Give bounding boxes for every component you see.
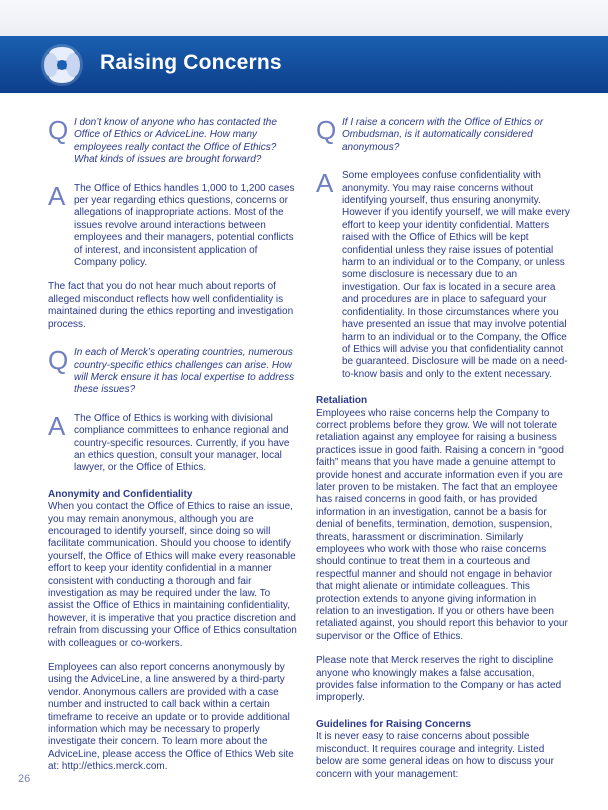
question-marker: Q [316, 115, 337, 145]
answer-block-2 [48, 410, 298, 475]
answer-text: Some employees confuse confidentiality with anonymity. You may raise concerns without identifying yourself, thus ensuring anonymity. However if you identify yourself, we will make every effort to keep your identity confidential. Matters raised with the Office of Ethics will be kept confidential unless they raise issues of potential harm to an individual or to the Company, or unless some disclosure is necessary due to an investigation. Our fax is located in a secure area and procedures are in place to safeguard your confidentiality. In those circumstances where you have presented an issue that may involve potential harm to an individual or to the Company, the Office of Ethics will advise you that confidentiality cannot be guaranteed. Disclosure will be made on a need-to-know basis and only to the extent necessary. [342, 170, 570, 380]
page-title: Raising Concerns [100, 51, 282, 74]
question-marker: Q [48, 345, 69, 376]
body-paragraph: Please note that Merck reserves the right to discipline anyone who knowingly makes a false accusation, provides false information to the Company or has acted improperly. [316, 655, 562, 704]
title-bar [0, 36, 608, 93]
question-marker: Q [48, 115, 69, 145]
section-heading-anonymity: Anonymity and Confidentiality [48, 488, 193, 500]
body-paragraph: When you contact the Office of Ethics to raise an issue, you may remain anonymous, although you are encouraged to identify yourself, since doing so will facilitate communication. Should you choose to identify yourself, the Office of Ethics will make every reasonable effort to keep your identity confidential in a manner consistent with conducting a thorough and fair investigation as may be required under the law. To assist the Office of Ethics in maintaining confidentiality, however, it is imperative that you practice discretion and refrain from discussing your Office of Ethics consultation with colleagues or co-workers. [48, 501, 297, 649]
answer-block-3 [316, 170, 570, 381]
top-decorative-band [0, 0, 608, 36]
body-paragraph: Employees can also report concerns anonymously by using the AdviceLine, a line answered by a third-party vendor. Anonymous callers are provided with a case number and instructed to call back within a certain timeframe to receive an update or to provide additional information which may be necessary to properly investigate their concern. To learn more about the AdviceLine, please access the Office of Ethics Web site at: http://ethics.merck.com. [48, 662, 294, 773]
question-text: I don’t know of anyone who has contacted the Office of Ethics or AdviceLine. How many employees really contact the Office of Ethics? What kinds of issues are brought forward? [74, 117, 277, 166]
answer-block-1 [48, 180, 298, 270]
merck-logo-icon [40, 43, 84, 87]
body-paragraph: The fact that you do not hear much about reports of alleged misconduct reflects how well confidentiality is maintained during the ethics reporting and investigation process. [48, 281, 294, 330]
answer-text: The Office of Ethics handles 1,000 to 1,200 cases per year regarding ethics questions, concerns or allegations of inappropriate actions. Most of the issues revolve around interactions between employees and their managers, potential conflicts of interest, and inconsistent application of Company policy. [74, 182, 295, 269]
left-column [48, 117, 298, 774]
answer-marker: A [48, 410, 66, 441]
right-column [316, 117, 570, 781]
question-text: If I raise a concern with the Office of Ethics or Ombudsman, is it automatically considered anonymous? [342, 117, 544, 153]
answer-text: The Office of Ethics is working with divisional compliance committees to enhance regional and country-specific resources. Currently, if you have an ethics question, consult your manager, local lawyer, or the Office of Ethics. [74, 412, 290, 474]
page-number: 26 [18, 773, 31, 785]
answer-marker: A [48, 180, 66, 211]
qa-block-3 [316, 117, 570, 154]
body-paragraph: It is never easy to raise concerns about possible misconduct. It requires courage and integrity. Listed below are some general ideas on how to discuss your concern with your management: [316, 731, 554, 780]
qa-block-2 [48, 347, 298, 397]
answer-marker: A [316, 168, 334, 199]
section-heading-guidelines: Guidelines for Raising Concerns [316, 718, 472, 730]
body-paragraph: Employees who raise concerns help the Company to correct problems before they grow. We will not tolerate retaliation against any employee for raising a business practices issue in good faith. Raising a concern in “good faith” means that you have made a genuine attempt to provide honest and accurate information even if you are later proven to be mistaken. The fact that an employee has raised concerns in good faith, or has provided information in an investigation, cannot be a basis for denial of benefits, termination, demotion, suspension, threats, harassment or discrimination. Similarly employees who work with those who raise concerns should continue to treat them in a courteous and respectful manner and should not engage in behavior that might alienate or intimidate colleagues. This protection extends to anyone giving information in relation to an investigation. If you or others have been retaliated against, you should report this behavior to your supervisor or the Office of Ethics. [316, 407, 568, 642]
qa-block-1 [48, 117, 298, 167]
section-heading-retaliation: Retaliation [316, 395, 368, 407]
question-text: In each of Merck’s operating countries, numerous country-specific ethics challenges can arise. How will Merck ensure it has local expertise to address these issues? [74, 347, 295, 396]
